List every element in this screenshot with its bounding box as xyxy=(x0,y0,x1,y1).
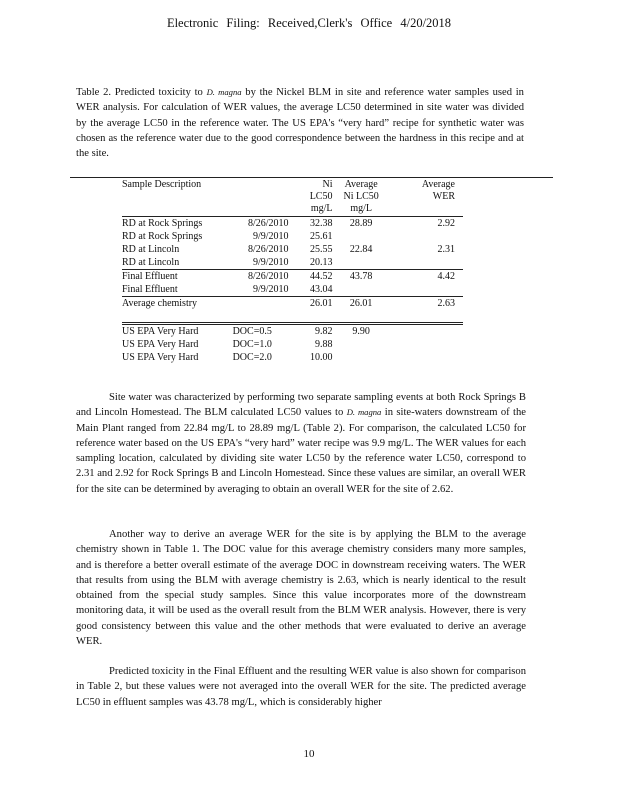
table-row xyxy=(122,351,463,364)
cell-date: 8/26/2010 xyxy=(231,269,293,283)
paragraph-text: in site-waters downstream of the Main Plant ranged from 22.84 mg/L to 28.89 mg/L (Table 2). For comparison, the calculated LC50 for reference water based on the US EPA's “very hard” water recipe was 9.9 mg/L. The WER values for each sampling location, calculated by dividing site water LC50 by the reference water LC50, correspond to 2.31 and 2.92 for Rock Springs B and Lincoln Homestead. Since these values are similar, an overall WER for the site can be determined by averaging to obtain an overall WER for the site of 2.62. xyxy=(76,407,526,495)
table-row xyxy=(122,243,463,256)
table-header-row xyxy=(122,179,463,216)
cell-lc50: 32.38 xyxy=(293,216,333,230)
cell-wer: 4.42 xyxy=(390,269,463,283)
table-row xyxy=(122,256,463,270)
cell-wer xyxy=(390,230,463,243)
cell-wer: 2.31 xyxy=(437,243,455,255)
header-line: Ni xyxy=(322,179,333,190)
paragraph-text: Predicted toxicity in the Final Effluent and the resulting WER value is also shown for comparison in Table 2, but these values were not averaged into the overall WER for the site. The predicted average LC50 in effluent samples was 43.78 mg/L, which is considerably higher xyxy=(76,666,526,708)
header-line: mg/L xyxy=(350,203,372,215)
cell-lc50: 9.82 xyxy=(293,324,333,339)
paragraph-species: D. magna xyxy=(346,407,382,418)
header-line: LC50 xyxy=(309,191,333,203)
table-row xyxy=(122,283,463,297)
header-ni-lc50 xyxy=(293,179,333,216)
header-line: Average xyxy=(344,179,378,190)
cell-average-lc50: 43.78 xyxy=(332,269,389,283)
cell-lc50: 20.13 xyxy=(309,256,333,268)
cell-lc50: 25.55 xyxy=(309,243,333,255)
header-sample-description: Sample Description xyxy=(122,179,202,190)
cell-date: 9/9/2010 xyxy=(253,284,289,296)
table-row xyxy=(122,269,463,283)
cell-sample: RD at Rock Springs xyxy=(122,216,231,230)
cell-doc: DOC=2.0 xyxy=(232,352,272,364)
cell-average-lc50: 26.01 xyxy=(332,297,389,311)
header-average-lc50 xyxy=(332,179,389,216)
cell-lc50: 9.88 xyxy=(314,339,333,351)
filing-header: Electronic Filing: Received,Clerk's Office 4/20/2018 xyxy=(166,16,452,30)
cell-wer xyxy=(390,256,463,270)
cell-sample: US EPA Very Hard xyxy=(122,352,199,364)
cell-average-lc50 xyxy=(332,256,389,270)
cell-sample: RD at Rock Springs xyxy=(122,230,203,242)
table-spacer-row xyxy=(122,310,463,324)
page-number: 10 xyxy=(303,748,315,760)
cell-doc: DOC=1.0 xyxy=(232,339,272,351)
cell-date: 8/26/2010 xyxy=(248,243,289,255)
cell-wer xyxy=(390,283,463,297)
header-line: Ni LC50 xyxy=(343,191,379,203)
paragraph-final-effluent xyxy=(76,664,526,710)
header-line: mg/L xyxy=(310,203,333,215)
cell-wer: 2.63 xyxy=(390,297,463,311)
paragraph-average-chemistry xyxy=(76,527,526,649)
cell-sample: Final Effluent xyxy=(122,284,178,296)
cell-wer xyxy=(390,351,463,364)
cell-sample: Average chemistry xyxy=(122,297,293,311)
header-line: Average xyxy=(421,179,455,190)
table-top-rule xyxy=(70,177,553,178)
caption-text-pre: Table 2. Predicted toxicity to xyxy=(76,87,207,98)
table-row xyxy=(122,216,463,230)
cell-average-lc50 xyxy=(332,283,389,297)
paragraph-site-water xyxy=(76,390,526,497)
cell-average-lc50 xyxy=(332,338,389,351)
cell-sample: RD at Lincoln xyxy=(122,243,180,255)
cell-average-lc50 xyxy=(332,230,389,243)
cell-lc50: 44.52 xyxy=(293,269,333,283)
cell-lc50: 25.61 xyxy=(309,230,333,242)
caption-text-post: by the Nickel BLM in site and reference water samples used in WER analysis. For calculation of WER values, the average LC50 determined in site water was divided by the average LC50 in the reference water. The US EPA's “very hard” recipe for synthetic water was chosen as the reference water due to the good correspondence between the hardness in this recipe and at the site. xyxy=(76,87,524,160)
header-average-wer xyxy=(390,179,463,216)
cell-average-lc50: 22.84 xyxy=(349,243,373,255)
cell-average-lc50: 28.89 xyxy=(332,216,389,230)
table-row xyxy=(122,297,463,311)
cell-doc: DOC=0.5 xyxy=(231,324,293,339)
cell-average-lc50: 9.90 xyxy=(332,324,389,339)
cell-sample: RD at Lincoln xyxy=(122,256,180,268)
cell-date: 8/26/2010 xyxy=(231,216,293,230)
paragraph-text: Site water was characterized by performing two separate sampling events at both Rock Springs B and Lincoln Homestead. The BLM calculated LC50 values to xyxy=(76,392,526,419)
table-row xyxy=(122,230,463,243)
cell-lc50: 10.00 xyxy=(309,352,333,364)
cell-sample: US EPA Very Hard xyxy=(122,324,231,339)
caption-species: D. magna xyxy=(206,87,242,97)
cell-wer xyxy=(390,338,463,351)
cell-wer xyxy=(390,324,463,339)
cell-sample: Final Effluent xyxy=(122,269,231,283)
table-caption xyxy=(76,85,524,161)
cell-date: 9/9/2010 xyxy=(253,256,289,268)
paragraph-text: Another way to derive an average WER for the site is by applying the BLM to the average chemistry shown in Table 1. The DOC value for this average chemistry considers many more samples, and is therefore a better overall estimate of the average DOC in downstream receiving waters. The WER that results from using the BLM with average chemistry is 2.63, which is nearly identical to the result obtained from the special study samples. Since this value incorporates more of the downstream monitoring data, it will be used as the overall result from the BLM WER analysis. However, there is very good consistency between this value and the other methods that were evaluated to derive an average WER. xyxy=(76,529,526,648)
header-line: WER xyxy=(432,191,455,203)
cell-wer: 2.92 xyxy=(390,216,463,230)
wer-table xyxy=(122,179,463,365)
cell-lc50: 26.01 xyxy=(293,297,333,311)
table-row xyxy=(122,324,463,339)
cell-date: 9/9/2010 xyxy=(253,230,289,242)
table-row xyxy=(122,338,463,351)
cell-lc50: 43.04 xyxy=(309,284,333,296)
cell-sample: US EPA Very Hard xyxy=(122,339,199,351)
cell-average-lc50 xyxy=(332,351,389,364)
